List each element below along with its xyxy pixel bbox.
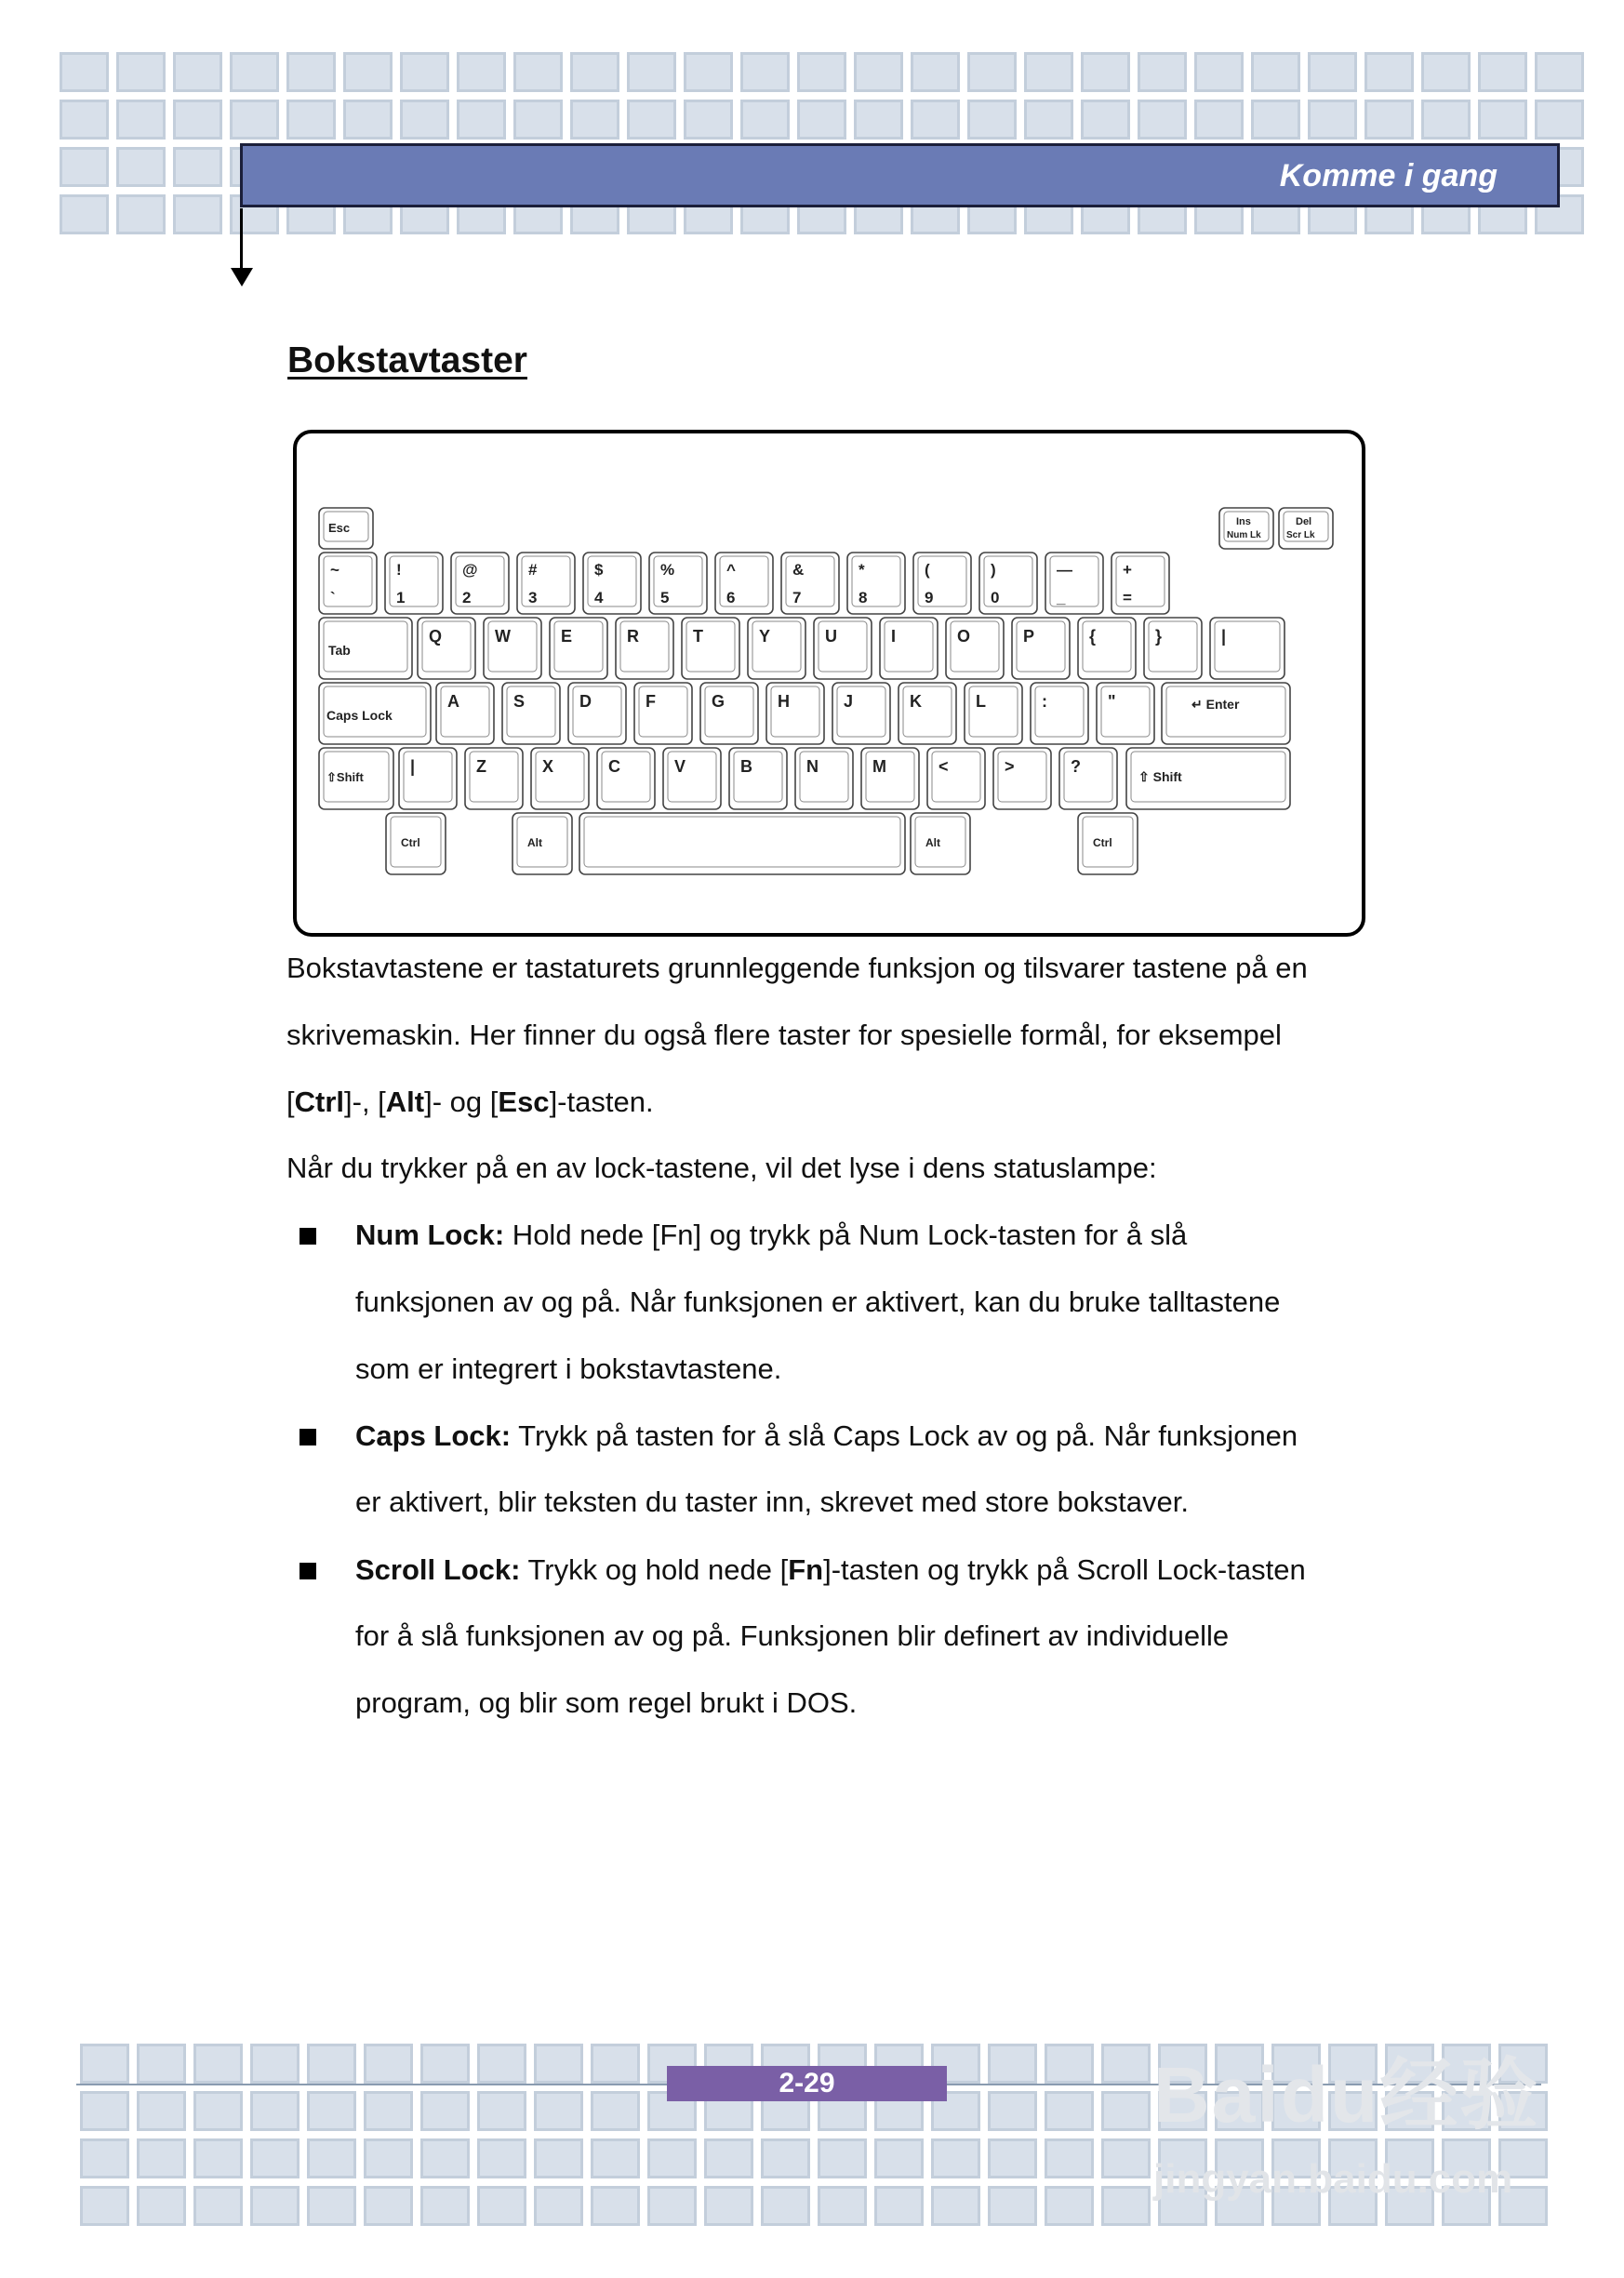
- key-label: R: [627, 627, 639, 646]
- key-row3: [436, 683, 494, 744]
- key-label: J: [844, 692, 854, 711]
- key-label: Ctrl: [401, 836, 420, 849]
- tile: [931, 2186, 980, 2226]
- key-label: :: [1042, 692, 1047, 711]
- tile: [364, 2138, 413, 2178]
- tile: [116, 100, 166, 140]
- key-label: Caps Lock: [326, 708, 393, 723]
- tile: [513, 52, 563, 92]
- watermark-url: jingyan.baidu.com: [1153, 2156, 1513, 2202]
- tile: [307, 2044, 356, 2084]
- tile: [1478, 52, 1527, 92]
- tile: [704, 2186, 753, 2226]
- tile: [1045, 2044, 1094, 2084]
- key-label: Q: [429, 627, 443, 646]
- bullet-caps-lock-line-1: Caps Lock: Trykk på tasten for å slå Caps Lock av og på. Når funksjonen: [355, 1419, 1298, 1452]
- tile: [534, 2044, 583, 2084]
- tile: [1101, 2044, 1151, 2084]
- key-label: X: [542, 757, 554, 776]
- tile: [1081, 52, 1130, 92]
- tile: [1101, 2138, 1151, 2178]
- key-label: ⇧ Shift: [1138, 769, 1182, 784]
- tile: [307, 2186, 356, 2226]
- key-row1: [451, 553, 509, 614]
- tile: [1101, 2091, 1151, 2131]
- bullet-scroll-lock-line-2: for å slå funksjonen av og på. Funksjonen blir definert av individuelle: [355, 1619, 1230, 1652]
- bullet-square-icon: [300, 1563, 316, 1579]
- key-row1: [1112, 553, 1169, 614]
- key-row4: [465, 748, 523, 809]
- tile: [1421, 100, 1471, 140]
- tile: [80, 2186, 129, 2226]
- tile: [193, 2091, 243, 2131]
- tile: [250, 2186, 300, 2226]
- key-label: N: [806, 757, 819, 776]
- key-row1: [319, 553, 377, 614]
- tile: [740, 100, 790, 140]
- tile: [1421, 52, 1471, 92]
- tile: [1194, 100, 1244, 140]
- tile: [1308, 52, 1357, 92]
- key-row2: [418, 618, 475, 679]
- tile: [116, 147, 166, 187]
- bullet-num-lock-line-3: som er integrert i bokstavtastene.: [355, 1352, 782, 1385]
- bullet-square-icon: [300, 1228, 316, 1245]
- key-row1: [1045, 553, 1103, 614]
- key-label: ": [1108, 692, 1116, 711]
- tile: [193, 2044, 243, 2084]
- tile: [457, 52, 506, 92]
- tile: [60, 100, 109, 140]
- tile: [286, 52, 336, 92]
- key-row4: [663, 748, 721, 809]
- key-row3: [1031, 683, 1088, 744]
- key-ctrl: [1078, 813, 1138, 874]
- key-label: 6: [726, 589, 736, 606]
- key-row4: [399, 748, 457, 809]
- key-row2: [682, 618, 739, 679]
- key-label: —: [1057, 561, 1072, 579]
- arrow-line: [240, 208, 243, 273]
- tile: [967, 52, 1017, 92]
- tile: [740, 52, 790, 92]
- tile: [364, 2044, 413, 2084]
- page-title: Bokstavtaster: [287, 340, 527, 380]
- tile: [1024, 52, 1073, 92]
- tile: [684, 100, 733, 140]
- tile: [761, 2138, 810, 2178]
- key-label: ?: [1071, 757, 1081, 776]
- tile: [874, 2138, 924, 2178]
- tile: [80, 2091, 129, 2131]
- key-alt: [911, 813, 970, 874]
- key-row4: [729, 748, 787, 809]
- tile: [173, 194, 222, 234]
- key-label: 2: [462, 589, 472, 606]
- tile: [1251, 52, 1300, 92]
- key-label: I: [891, 627, 897, 646]
- key-label: Alt: [527, 836, 542, 849]
- key-label: 8: [859, 589, 868, 606]
- key-label: `: [330, 589, 336, 606]
- key-caps-lock: [319, 683, 431, 744]
- tile: [1024, 100, 1073, 140]
- key-row3: [965, 683, 1022, 744]
- key-label: }: [1155, 627, 1163, 646]
- key-shift-right: [1126, 748, 1290, 809]
- key-label: E: [561, 627, 573, 646]
- section-title: Komme i gang: [1279, 158, 1498, 193]
- key-label: Esc: [328, 521, 351, 535]
- bullet-scroll-lock-line-1: Scroll Lock: Trykk og hold nede [Fn]-tasten og trykk på Scroll Lock-tasten: [355, 1553, 1306, 1586]
- key-row1: [781, 553, 839, 614]
- key-label: %: [660, 561, 675, 579]
- tile: [761, 2186, 810, 2226]
- bullet-num-lock-line-2: funksjonen av og på. Når funksjonen er aktivert, kan du bruke talltastene: [355, 1286, 1281, 1318]
- key-label: |: [1221, 627, 1227, 646]
- key-label: @: [462, 561, 478, 579]
- bullet-square-icon: [300, 1429, 316, 1445]
- key-label: 9: [925, 589, 934, 606]
- page-number: 2-29: [667, 2066, 947, 2101]
- key-label: {: [1089, 627, 1097, 646]
- tile: [1194, 52, 1244, 92]
- key-label: ~: [330, 561, 339, 579]
- tile: [591, 2138, 640, 2178]
- key-row3: [766, 683, 824, 744]
- tile: [534, 2138, 583, 2178]
- key-label: |: [410, 757, 416, 776]
- key-label: Alt: [925, 836, 940, 849]
- key-row3: [502, 683, 560, 744]
- key-row3: [832, 683, 890, 744]
- tile: [534, 2091, 583, 2131]
- key-row2: [1078, 618, 1136, 679]
- key-label: $: [594, 561, 604, 579]
- tile: [1138, 52, 1187, 92]
- key-tab: [319, 618, 412, 679]
- key-label: G: [712, 692, 725, 711]
- key-label: Num Lk: [1227, 530, 1261, 540]
- key-enter: [1162, 683, 1290, 744]
- tile: [420, 2044, 470, 2084]
- tile: [591, 2091, 640, 2131]
- tile: [137, 2044, 186, 2084]
- tile: [420, 2091, 470, 2131]
- key-del: [1279, 508, 1333, 549]
- key-row4: [795, 748, 853, 809]
- tile: [1045, 2138, 1094, 2178]
- tile: [60, 194, 109, 234]
- tile: [967, 100, 1017, 140]
- paragraph-2: Når du trykker på en av lock-tastene, vil det lyse i dens statuslampe:: [286, 1152, 1157, 1184]
- key-label: Z: [476, 757, 486, 776]
- tile: [400, 52, 449, 92]
- tile: [1081, 100, 1130, 140]
- tile: [307, 2091, 356, 2131]
- key-space: [579, 813, 905, 874]
- key-row2: [616, 618, 673, 679]
- arrow-down-icon: [231, 268, 253, 286]
- tile: [988, 2138, 1037, 2178]
- tile: [1101, 2186, 1151, 2226]
- bullet-num-lock-line-1: Num Lock: Hold nede [Fn] og trykk på Num Lock-tasten for å slå: [355, 1219, 1188, 1251]
- key-label: S: [513, 692, 526, 711]
- tile: [173, 100, 222, 140]
- tile: [286, 100, 336, 140]
- key-label: L: [976, 692, 986, 711]
- key-row3: [1097, 683, 1154, 744]
- key-label: K: [910, 692, 922, 711]
- key-label: ^: [726, 561, 736, 579]
- key-ctrl: [386, 813, 446, 874]
- tile: [477, 2186, 526, 2226]
- key-row2: [880, 618, 938, 679]
- tile: [1308, 100, 1357, 140]
- tile: [854, 52, 903, 92]
- key-label: !: [396, 561, 402, 579]
- tile: [911, 52, 960, 92]
- tile: [80, 2044, 129, 2084]
- key-label: 7: [792, 589, 802, 606]
- tile: [250, 2138, 300, 2178]
- tile: [1045, 2091, 1094, 2131]
- key-label: Del: [1296, 516, 1312, 527]
- key-label: 0: [991, 589, 1000, 606]
- key-label: #: [528, 561, 538, 579]
- tile: [1535, 100, 1584, 140]
- paragraph-1-line-1: Bokstavtastene er tastaturets grunnleggende funksjon og tilsvarer tastene på en: [286, 952, 1308, 984]
- key-label: Ins: [1236, 516, 1251, 527]
- tile: [477, 2044, 526, 2084]
- tile: [818, 2138, 867, 2178]
- tile: [1535, 52, 1584, 92]
- key-row2: [814, 618, 872, 679]
- tile: [364, 2091, 413, 2131]
- key-label: U: [825, 627, 837, 646]
- key-row1: [913, 553, 971, 614]
- key-row1: [979, 553, 1037, 614]
- key-label: H: [778, 692, 790, 711]
- tile: [797, 52, 846, 92]
- tile: [1478, 100, 1527, 140]
- key-row4: [993, 748, 1051, 809]
- key-label: O: [957, 627, 971, 646]
- key-label: 1: [396, 589, 406, 606]
- tile: [60, 52, 109, 92]
- key-label: V: [674, 757, 686, 776]
- tile: [193, 2138, 243, 2178]
- tile: [570, 100, 619, 140]
- key-label: >: [1005, 757, 1015, 776]
- key-label: (: [925, 561, 930, 579]
- tile: [343, 52, 393, 92]
- keyboard-illustration: [297, 433, 1369, 940]
- tile: [230, 52, 279, 92]
- tile: [627, 52, 676, 92]
- tile: [400, 100, 449, 140]
- tile: [307, 2138, 356, 2178]
- key-label: _: [1057, 589, 1066, 606]
- tile: [343, 100, 393, 140]
- key-label: 4: [594, 589, 604, 606]
- tile: [116, 52, 166, 92]
- key-shift-left: [319, 748, 393, 809]
- tile: [137, 2186, 186, 2226]
- key-row2: [1210, 618, 1285, 679]
- tile: [647, 2138, 697, 2178]
- key-label: +: [1123, 561, 1132, 579]
- key-label: T: [693, 627, 703, 646]
- tile: [534, 2186, 583, 2226]
- tile: [647, 2186, 697, 2226]
- key-row2: [1012, 618, 1070, 679]
- key-label: C: [608, 757, 620, 776]
- key-label: Scr Lk: [1286, 530, 1315, 540]
- key-label: W: [495, 627, 511, 646]
- tile: [591, 2044, 640, 2084]
- key-label: P: [1023, 627, 1035, 646]
- key-row4: [927, 748, 985, 809]
- key-row4: [597, 748, 655, 809]
- key-row4: [1059, 748, 1117, 809]
- key-row1: [583, 553, 641, 614]
- key-label: *: [859, 561, 865, 579]
- keyboard-figure: [293, 430, 1365, 937]
- key-label: &: [792, 561, 805, 579]
- tile: [60, 147, 109, 187]
- key-label: 5: [660, 589, 670, 606]
- tile: [513, 100, 563, 140]
- tile: [704, 2138, 753, 2178]
- bullet-scroll-lock-line-3: program, og blir som regel brukt i DOS.: [355, 1686, 858, 1719]
- tile: [591, 2186, 640, 2226]
- key-label: M: [872, 757, 886, 776]
- tile: [1251, 100, 1300, 140]
- tile: [854, 100, 903, 140]
- tile: [684, 52, 733, 92]
- key-row1: [385, 553, 443, 614]
- tile: [477, 2138, 526, 2178]
- tile: [230, 100, 279, 140]
- tile: [137, 2138, 186, 2178]
- key-label: <: [938, 757, 949, 776]
- tile: [1138, 100, 1187, 140]
- key-label: B: [740, 757, 752, 776]
- key-label: ): [991, 561, 996, 579]
- tile: [420, 2186, 470, 2226]
- tile: [1045, 2186, 1094, 2226]
- tile: [116, 194, 166, 234]
- key-row4: [861, 748, 919, 809]
- tile: [797, 100, 846, 140]
- tile: [80, 2138, 129, 2178]
- key-label: ↵ Enter: [1191, 697, 1240, 712]
- key-row4: [531, 748, 589, 809]
- bullet-caps-lock-line-2: er aktivert, blir teksten du taster inn, skrevet med store bokstaver.: [355, 1485, 1189, 1518]
- tile: [173, 52, 222, 92]
- key-esc: [319, 508, 373, 549]
- key-label: Y: [759, 627, 771, 646]
- key-row1: [517, 553, 575, 614]
- tile: [988, 2186, 1037, 2226]
- tile: [911, 100, 960, 140]
- key-row1: [847, 553, 905, 614]
- key-row3: [700, 683, 758, 744]
- key-row2: [550, 618, 607, 679]
- tile: [250, 2044, 300, 2084]
- paragraph-1-line-2: skrivemaskin. Her finner du også flere taster for spesielle formål, for eksempel: [286, 1019, 1282, 1051]
- tile: [364, 2186, 413, 2226]
- tile: [457, 100, 506, 140]
- key-row1: [649, 553, 707, 614]
- tile: [627, 100, 676, 140]
- key-row3: [899, 683, 956, 744]
- tile: [874, 2186, 924, 2226]
- key-label: =: [1123, 589, 1132, 606]
- tile: [988, 2044, 1037, 2084]
- key-row2: [1144, 618, 1202, 679]
- key-label: ⇧Shift: [326, 770, 364, 784]
- tile: [137, 2091, 186, 2131]
- tile: [570, 52, 619, 92]
- key-label: A: [447, 692, 459, 711]
- tile: [1364, 52, 1414, 92]
- key-label: F: [646, 692, 656, 711]
- key-row2: [748, 618, 805, 679]
- key-row2: [484, 618, 541, 679]
- tile: [988, 2091, 1037, 2131]
- paragraph-1-line-3: [Ctrl]-, [Alt]- og [Esc]-tasten.: [286, 1086, 654, 1118]
- tile: [250, 2091, 300, 2131]
- key-label: D: [579, 692, 592, 711]
- tile: [193, 2186, 243, 2226]
- key-row3: [568, 683, 626, 744]
- tile: [1364, 100, 1414, 140]
- tile: [931, 2138, 980, 2178]
- watermark-logo: Baidu经验: [1153, 2051, 1540, 2138]
- tile: [477, 2091, 526, 2131]
- key-row2: [946, 618, 1004, 679]
- key-label: 3: [528, 589, 538, 606]
- key-row3: [634, 683, 692, 744]
- tile: [420, 2138, 470, 2178]
- tile: [173, 147, 222, 187]
- key-label: Ctrl: [1093, 836, 1112, 849]
- key-ins: [1219, 508, 1273, 549]
- tile: [818, 2186, 867, 2226]
- key-label: Tab: [328, 643, 351, 658]
- key-row1: [715, 553, 773, 614]
- key-alt: [512, 813, 572, 874]
